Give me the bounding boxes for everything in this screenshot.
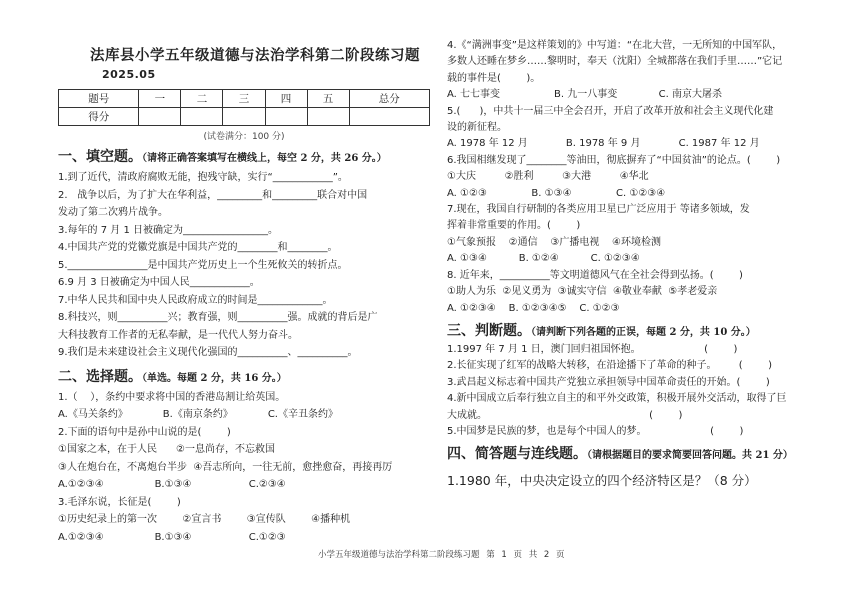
question-line: 设的新征程。 — [447, 122, 507, 134]
question-line: 1.到了近代，清政府腐败无能，抱残守缺，实行“____________”。 — [58, 172, 348, 183]
section1-heading — [58, 146, 430, 166]
exam-date: 2025.05 — [102, 68, 156, 81]
question-line: A. ①②③ B. ①③④ C. ①②③④ — [447, 187, 666, 199]
section3-title: 三、判断题。 — [447, 322, 531, 339]
question-line: 发动了第二次鸦片战争。 — [58, 207, 168, 218]
question-line: 6.9 月 3 日被确定为中国人民____________。 — [58, 277, 260, 288]
score-cell: 三 — [223, 90, 265, 108]
section1-title: 一、填空题。 — [58, 149, 142, 165]
right-column — [447, 38, 825, 489]
question-line: 6.我国相继发现了________等油田，彻底摒弃了“中国贫油”的论点。( ) — [447, 154, 781, 166]
score-cell: 题号 — [59, 90, 139, 108]
score-table — [58, 89, 430, 126]
section2-questions — [58, 389, 430, 547]
question-line: 1.（ ），条约中要求将中国的香港岛割让给英国。 — [58, 391, 286, 403]
question-line: 挥着非常重要的作用。( ) — [447, 220, 581, 232]
section1-note: （请将正确答案填写在横线上，每空 2 分，共 26 分。） — [142, 153, 387, 164]
question-line: 5.中国梦是民族的梦，也是每个中国人的梦。 ( ) — [447, 425, 744, 437]
question-line: 8. 近年来，__________等文明道德风气在全社会得到弘扬。( ) — [447, 269, 743, 281]
section4-heading — [447, 443, 825, 463]
question-line: 4.中国共产党的党徽党旗是中国共产党的________和________。 — [58, 242, 338, 253]
question-line: 5.( )，中共十一届三中全会召开，开启了改革开放和社会主义现代化建 — [447, 105, 774, 117]
question-line: 8.科技兴，则__________兴；教育强，则__________强。成就的背后是广 — [58, 312, 378, 323]
question-line: 大成就。 ( ) — [447, 409, 683, 421]
full-score-note: (试卷满分：100 分) — [203, 132, 285, 142]
question-line: 3.每年的 7 月 1 日被确定为_________________。 — [58, 224, 278, 236]
question-line: ③人在炮台在，不离炮台半步 ④吾志所向，一往无前，愈挫愈奋，再接再厉 — [58, 461, 393, 473]
score-cell: 总分 — [349, 90, 429, 108]
question-line: 9.我们是未来建设社会主义现代化强国的__________、__________。 — [58, 347, 358, 358]
section1-questions — [58, 169, 430, 362]
exam-title: 法库县小学五年级道德与法治学科第二阶段练习题 — [90, 47, 420, 64]
question-line: 4.新中国成立后奉行独立自主的和平外交政策，积极开展外交活动，取得了巨 — [447, 393, 787, 405]
question-line: 2.下面的语句中是孙中山说的是( ) — [58, 426, 231, 438]
section3-heading — [447, 320, 825, 340]
score-input-cell[interactable] — [265, 108, 307, 126]
section2-questions-continued — [447, 38, 825, 317]
question-line: 3.毛泽东说，长征是( ) — [58, 496, 181, 508]
score-cell: 五 — [307, 90, 349, 108]
question-line: 7.现在，我国自行研制的各类应用卫星已广泛应用于 等诸多领域，发 — [447, 204, 750, 216]
question-line: 大科技教育工作者的无私奉献，是一代代人努力奋斗。 — [58, 329, 298, 341]
page-footer: 小学五年级道德与法治学科第二阶段练习题 第 1 页 共 2 页 — [318, 550, 565, 560]
section4-title: 四、简答题与连线题。 — [447, 446, 587, 463]
section3-questions — [447, 342, 825, 440]
question-line: 3.武昌起义标志着中国共产党独立承担领导中国革命责任的开始。( ) — [447, 376, 770, 388]
question-line: 7.中华人民共和国中央人民政府成立的时间是_____________。 — [58, 294, 333, 306]
question-line: A. ①②③④ B. ①②③④⑤ C. ①②③ — [447, 302, 620, 314]
question-line: 2. 战争以后，为了扩大在华利益，_________和_________联合对中国 — [58, 189, 368, 201]
score-cell: 一 — [139, 90, 181, 108]
left-column — [58, 44, 430, 546]
score-cell: 二 — [181, 90, 223, 108]
question-line: ①大庆 ②胜利 ③大港 ④华北 — [447, 171, 649, 183]
question-line: ①助人为乐 ②见义勇为 ③诚实守信 ④敬业奉献 ⑤孝老爱亲 — [447, 286, 718, 298]
score-input-cell[interactable] — [139, 108, 181, 126]
section4-note: （请根据题目的要求简要回答问题。共 21 分） — [587, 450, 793, 462]
question-line: 1.1997 年 7 月 1 日，澳门回归祖国怀抱。 ( ) — [447, 343, 738, 355]
score-table-score-row — [59, 108, 430, 126]
question-line: A.《马关条约》 B.《南京条约》 C.《辛丑条约》 — [58, 409, 338, 420]
section2-title: 二、选择题。 — [58, 368, 142, 385]
question-line: 多数人还睡在梦乡……黎明时，奉天（沈阳）全城都落在我们手里……”它记 — [447, 56, 783, 68]
question-line: 5.________________是中国共产党历史上一个生死攸关的转折点。 — [58, 259, 348, 271]
score-cell: 得分 — [59, 108, 139, 126]
question-line: 4.《“满洲事变”是这样策划的》中写道：“在北大营，一无所知的中国军队， — [447, 40, 783, 51]
section3-note: （请判断下列各题的正误，每题 2 分，共 10 分。） — [531, 326, 756, 338]
score-input-cell[interactable] — [223, 108, 265, 126]
question-line: A. 1978 年 12 月 B. 1978 年 9 月 C. 1987 年 12 月 — [447, 138, 760, 150]
question-line: ①历史纪录上的第一次 ②宣言书 ③宣传队 ④播种机 — [58, 514, 351, 525]
exam-title-row — [90, 44, 430, 82]
question-line: A. 七七事变 B. 九一八事变 C. 南京大屠杀 — [447, 89, 722, 101]
section2-heading — [58, 366, 430, 386]
question-line: ①国家之本，在于人民 ②一息尚存，不忘救国 — [58, 444, 276, 455]
question-line: A.①②③④ B.①③④ C.②③④ — [58, 479, 286, 490]
score-table-header-row — [59, 90, 430, 108]
question-line: ①气象预报 ②通信 ③广播电视 ④环境检测 — [447, 236, 662, 248]
section2-note: （单选。每题 2 分，共 16 分。） — [142, 372, 287, 384]
score-input-cell[interactable] — [349, 108, 429, 126]
score-input-cell[interactable] — [181, 108, 223, 126]
score-cell: 四 — [265, 90, 307, 108]
question-line: 2.长征实现了红军的战略大转移，在沿途播下了革命的种子。 ( ) — [447, 360, 773, 372]
question-line: 载的事件是( )。 — [447, 72, 541, 84]
score-input-cell[interactable] — [307, 108, 349, 126]
section4-question-1: 1.1980 年，中央决定设立的四个经济特区是？（8 分） — [447, 473, 757, 489]
question-line: A. ①③④ B. ①②④ C. ①②③④ — [447, 253, 640, 265]
question-line: A.①②③④ B.①③④ C.①②③ — [58, 531, 286, 543]
